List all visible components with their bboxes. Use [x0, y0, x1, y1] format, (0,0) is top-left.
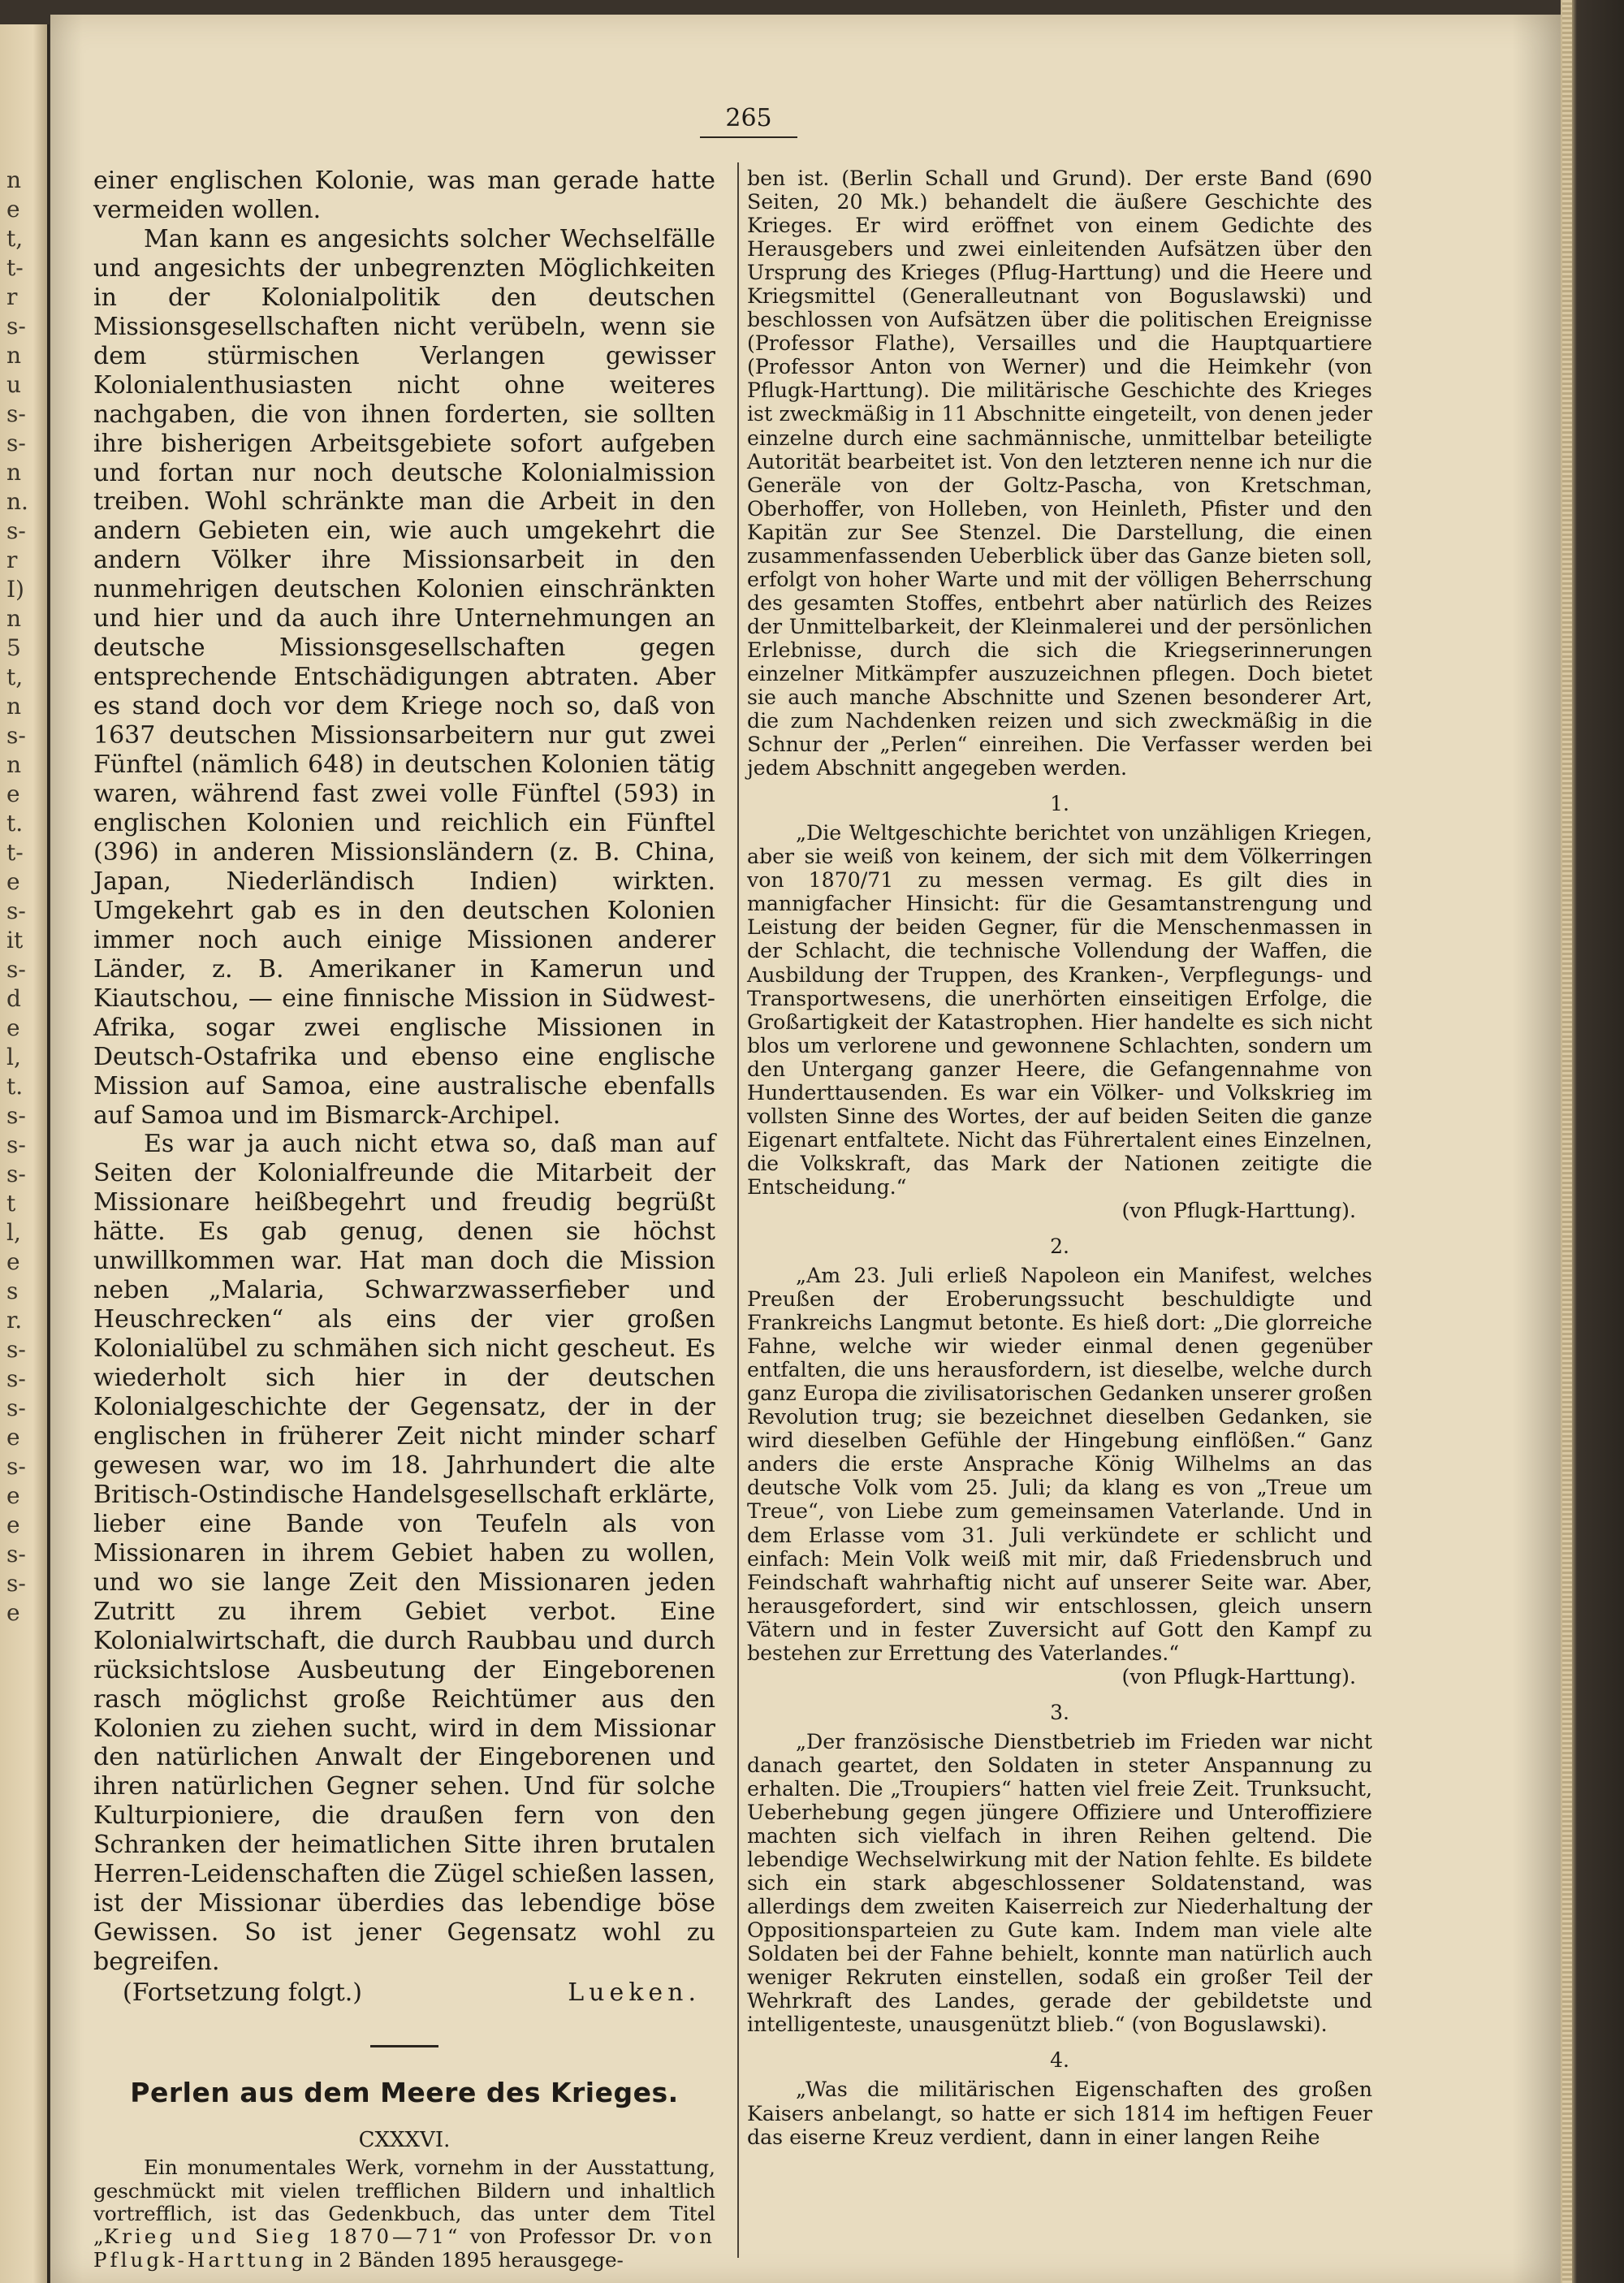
intro-continuation: ben ist. (Berlin Schall und Grund). Der erste Band (690 Seiten, 20 Mk.) behandelt die äußere Geschichte des Krieges. Er wird eröffnet von einem Gedichte des Herausgebers und zwei einleitenden Aufsätzen über den Ursprung des Krieges (Pflug-Harttung) und die Heere und Kriegsmittel (Generalleutnant von Boguslawski) und beschlossen von Aufsätzen über die politischen Ereignisse (Professor Flathe), Versailles und die Hauptquartiere (Professor Anton von Werner) und die Heimkehr (von Pflugk-Harttung). Die militärische Geschichte des Krieges ist zweckmäßig in 11 Abschnitte eingeteilt, von denen jeder einzelne durch eine sachmännische, unmittelbar beteiligte Autorität bearbeitet ist. Von den letzteren nenne ich nur die Generäle von der Goltz-Pascha, von Kretschman, Oberhoffer, von Holleben, von Heinleth, Pfister und den Kapitän zur See Stenzel. Die Darstellung, die einen zusammenfassenden Ueberblick über das Ganze bieten soll, erfolgt von hoher Warte und mit der völligen Beherrschung des gesamten Stoffes, entbehrt aber natürlich des Reizes der Unmittelbarkeit, der Kleinmalerei und der persönlichen Erlebnisse, durch die sich die Kriegserinnerungen einzelner Mitkämpfer auszuzeichnen pflegen. Doch bietet sie auch manche Abschnitte und Szenen besonderer Art, die zum Nachdenken reizen und sich zweckmäßig in die Schnur der „Perlen“ einreihen. Die Verfasser werden bei jedem Abschnitt angegeben werden. — [747, 166, 1372, 780]
excerpt-number: 1. — [1050, 792, 1069, 816]
facing-page-fragment: e — [6, 1014, 20, 1041]
facing-page-fragment: t. — [6, 810, 24, 837]
facing-page-fragment: s- — [6, 1394, 26, 1421]
excerpt-text: „Was die militärischen Eigenschaften des großen Kaisers anbelangt, so hatte er sich 1814 im heftigen Feuer das eiserne Kreuz verdient, dann in einer langen Reihe — [747, 2078, 1372, 2149]
facing-page-fragment: l, — [6, 1044, 21, 1070]
facing-page-fragment: s — [6, 1278, 19, 1304]
page-stack — [1562, 0, 1572, 2283]
paragraph-continuation: einer englischen Kolonie, was man gerade hatte vermeiden wollen. — [93, 166, 715, 224]
facing-page-fragment: d — [6, 985, 21, 1012]
facing-page-fragment: l, — [6, 1219, 21, 1246]
facing-page-fragment: t, — [6, 664, 24, 690]
facing-page-fragment: r — [6, 283, 18, 310]
facing-page-fragment: s- — [6, 1161, 26, 1187]
facing-page-fragment: s- — [6, 517, 26, 544]
excerpt-text: „Am 23. Juli erließ Napoleon ein Manifest, welches Preußen der Eroberungssucht beschuldigte und Frankreichs Langmut betonte. Es hieß dort: „Die glorreiche Fahne, welche wir wieder einmal denen gegenüber entfalten, die uns herausfordern, ist dieselbe, welche durch ganz Europa die zivilisatorischen Gedanken unserer großen Revolution trug; sie bezeichnet dieselben Gedanken, sie wird dieselben Gefühle der Hingebung einflößen.“ Ganz anders die erste Ansprache König Wilhelms an das deutsche Volk vom 25. Juli; da klang es von „Treue um Treue“, von Liebe zum gemeinsamen Vaterlande. Und in dem Erlasse vom 31. Juli verkündete er schlicht und einfach: Mein Volk weiß mit mir, daß Friedensbruch und Feindschaft wahrhaftig nicht auf unserer Seite war. Aber, herausgefordert, sind wir entschlossen, gleich unsern Vätern und in fester Zuversicht auf Gott den Kampf zu bestehen zur Errettung des Vaterlandes.“ — [747, 1264, 1372, 1665]
facing-page-fragment: s- — [6, 722, 26, 749]
book-fore-edge — [1561, 0, 1624, 2283]
excerpt-source: (von Pflugk-Harttung). — [1121, 1664, 1356, 1688]
continuation-note: (Fortsetzung folgt.) — [123, 1978, 362, 2008]
book-title: Krieg und Sieg 1870—71 — [103, 2225, 447, 2249]
paragraph-mission-politics: Man kann es angesichts solcher Wechselfälle und angesichts der unbegrenzten Möglichkeiten in der Kolonialpolitik den deutschen Missionsgesellschaften nicht verübeln, wenn sie dem stürmischen Verlangen gewisser Kolonialenthusiasten nicht ohne weiteres nachgaben, die von ihnen forderten, sie sollten ihre bisherigen Arbeitsgebiete sofort aufgeben und fortan nur noch deutsche Kolonialmission treiben. Wohl schränkte man die Arbeit in den andern Gebieten ein, wie auch umgekehrt die andern Völker ihre Missionsarbeit in den nunmehrigen deutschen Kolonien einschränkten und hier und da auch ihre Unternehmungen an deutsche Missionsgesellschaften gegen entsprechende Entschädigungen abtraten. Aber es stand doch vor dem Kriege noch so, daß von 1637 deutschen Missionsarbeitern nur gut zwei Fünftel (nämlich 648) in deutschen Kolonien tätig waren, während fast zwei volle Fünftel (593) in englischen Kolonien und reichlich ein Fünftel (396) in anderen Missionsländern (z. B. China, Japan, Niederländisch Indien) wirkten. Umgekehrt gab es in den deutschen Kolonien immer noch auch einige Missionen anderer Länder, z. B. Amerikaner in Kamerun und Kiautschou, — eine finnische Mission in Südwest-Afrika, sogar zwei englische Missionen in Deutsch-Ostafrika und ebenso eine englische Mission auf Samoa, eine australische ebenfalls auf Samoa und im Bismarck-Archipel. — [93, 224, 715, 1130]
excerpt-attribution-line — [747, 1199, 1372, 1222]
facing-page-fragment: n — [6, 605, 22, 632]
facing-page-fragment: s- — [6, 430, 26, 456]
excerpt-text: „Der französische Dienstbetrieb im Frieden war nicht danach geartet, den Soldaten in steter Anspannung zu erhalten. Die „Troupiers“ hatten viel freie Zeit. Trunksucht, Ueberhebung gegen jüngere Offiziere und Unteroffiziere machten sich vielfach in ihren Reihen geltend. Die lebendige Wechselwirkung mit der Nation fehlte. Es bildete sich ein stark abgeschlossener Soldatenstand, was allerdings dem zweiten Kaiserreich zur Niederhaltung der Oppositionsparteien zu Gute kam. Indem man viele alte Soldaten bei der Fahne behielt, konnte man natürlich auch weniger Rekruten einstellen, sodaß ein großer Teil der Wehrkraft des Landes, gerade der gebildetste und intelligenteste, unausgenützt blieb.“ (von Boguslawski). — [747, 1729, 1372, 2037]
facing-page-fragment: s- — [6, 1541, 26, 1567]
facing-page-fragment: s- — [6, 956, 26, 983]
intro-text-a: Ein monumentales Werk, vornehm in der Ausstattung, geschmückt mit vielen trefflichen Bildern und inhaltlich vortrefflich, ist das Gedenkbuch, das unter dem Titel „ — [93, 2155, 715, 2249]
right-column — [747, 166, 1372, 2149]
paragraph-colonial-opposition: Es war ja auch nicht etwa so, daß man auf Seiten der Kolonialfreunde die Mitarbeit der Missionare heißbegehrt und freudig begrüßt hätte. Es gab genug, denen sie höchst unwillkommen war. Hat man doch die Mission neben „Malaria, Schwarzwasserfieber und Heuschrecken“ als eins der vier großen Kolonialübel zu schmähen sich nicht gescheut. Es wiederholt sich hier in der deutschen Kolonialgeschichte der Gegensatz, der in der englischen in früherer Zeit nicht minder scharf gewesen war, wo im 18. Jahrhundert die alte Britisch-Ostindische Handelsgesellschaft erklärte, lieber eine Bande von Teufeln als von Missionaren in ihrem Gebiet haben zu wollen, und wo sie lange Zeit den Missionaren jeden Zutritt zu ihrem Gebiet verbot. Eine Kolonialwirtschaft, die durch Raubbau und durch rücksichtslose Ausbeutung der Eingeborenen rasch möglichst große Reichtümer aus den Kolonien zu ziehen sucht, wird in dem Missionar den natürlichen Anwalt der Eingeborenen und ihren natürlichen Gegner sehen. Und für solche Kulturpioniere, die draußen fern von den Schranken der heimatlichen Sitte ihren brutalen Herren-Leidenschaften die Zügel schießen lassen, ist der Missionar überdies das lebendige böse Gewissen. So ist jener Gegensatz wohl zu begreifen. — [93, 1130, 716, 1977]
intro-text-c: in 2 Bänden 1895 herausgege- — [306, 2247, 624, 2272]
excerpt-number: 4. — [1050, 2048, 1069, 2073]
column-rule — [737, 162, 739, 2258]
excerpt-number: 3. — [1050, 1700, 1069, 1724]
facing-page-fragment: n — [6, 342, 22, 369]
facing-page-fragment: I) — [6, 576, 24, 603]
facing-page-fragment: e — [6, 1482, 20, 1509]
excerpt-source: (von Pflugk-Harttung). — [1121, 1198, 1356, 1222]
facing-page-fragment: e — [6, 196, 20, 223]
facing-page-fragment: n — [6, 459, 22, 486]
left-column — [93, 166, 715, 2272]
excerpt-text: „Die Weltgeschichte berichtet von unzähligen Kriegen, aber sie weiß von keinem, der sich mit dem Völkerringen von 1870/71 zu messen vermag. Es gilt dies in mannigfacher Hinsicht: für die Gesamtanstrengung und Leistung der beiden Gegner, für die Menschenmassen in der Schlacht, die technische Vollendung der Waffen, die Ausbildung der Truppen, des Kranken-, Verpflegungs- und Transportwesens, die unerhörten einseitigen Erfolge, die Großartigkeit der Katastrophen. Hier handelte es sich nicht blos um verlorene und gewonnene Schlachten, sondern um den Untergang ganzer Heere, die Gefangennahme von Hunderttausenden. Es war ein Völker- und Volkskrieg im vollsten Sinne des Wortes, der auf beiden Seiten die ganze Eigenart entfaltete. Nicht das Führertalent eines Einzelnen, die Volkskraft, das Mark der Nationen zeitigte die Entscheidung.“ — [747, 821, 1372, 1199]
facing-page-fragment: r — [6, 547, 18, 573]
facing-page-fragment: s- — [6, 1102, 26, 1129]
facing-page-fragment: s- — [6, 313, 26, 339]
facing-page-fragment: e — [6, 1599, 20, 1626]
excerpt-number: 2. — [1050, 1234, 1069, 1259]
excerpt-attribution-line — [747, 1665, 1372, 1688]
facing-page-fragment: t- — [6, 254, 24, 281]
facing-page-fragment: u — [6, 371, 22, 398]
facing-page-fragment: s- — [6, 1570, 26, 1597]
facing-page-fragment: s- — [6, 1131, 26, 1158]
facing-page-fragment: t- — [6, 839, 24, 866]
section-number: CXXXVI. — [358, 2128, 451, 2153]
facing-page-fragment: e — [6, 868, 20, 895]
facing-page-fragment: t — [6, 1190, 16, 1217]
facing-page-fragment: e — [6, 1511, 20, 1538]
facing-page-fragment: s- — [6, 400, 26, 427]
page-number-rule — [700, 136, 797, 138]
article-end-line — [93, 1978, 715, 2008]
facing-page-fragment: s- — [6, 1453, 26, 1480]
intro-text-b: “ von Professor Dr. — [447, 2225, 670, 2249]
intro-paragraph — [93, 2156, 715, 2272]
facing-page-edge — [0, 24, 50, 2283]
facing-page-fragment: s- — [6, 1365, 26, 1392]
facing-page-fragment: n — [6, 693, 22, 720]
facing-page-fragment: n — [6, 751, 22, 778]
author-signature: Lueken. — [568, 1978, 701, 2008]
facing-page-fragment: e — [6, 1424, 20, 1451]
facing-page-fragment: t. — [6, 1073, 24, 1100]
facing-page-fragment: r. — [6, 1307, 23, 1334]
section-title: Perlen aus dem Meere des Krieges. — [130, 2077, 679, 2109]
book-author: von Pflugk-Harttung — [93, 2225, 715, 2272]
facing-page-fragment: s- — [6, 1336, 26, 1363]
page-number: 265 — [725, 104, 772, 132]
facing-page-fragment: n — [6, 166, 22, 193]
facing-page-fragment: it — [6, 927, 24, 953]
facing-page-fragment: s- — [6, 897, 26, 924]
section-divider — [370, 2045, 438, 2047]
facing-page-fragment: t, — [6, 225, 24, 252]
facing-page-fragment: e — [6, 1248, 20, 1275]
facing-page-fragment: e — [6, 780, 20, 807]
facing-page-fragment: n. — [6, 488, 28, 515]
facing-page-fragment: 5 — [6, 634, 21, 661]
